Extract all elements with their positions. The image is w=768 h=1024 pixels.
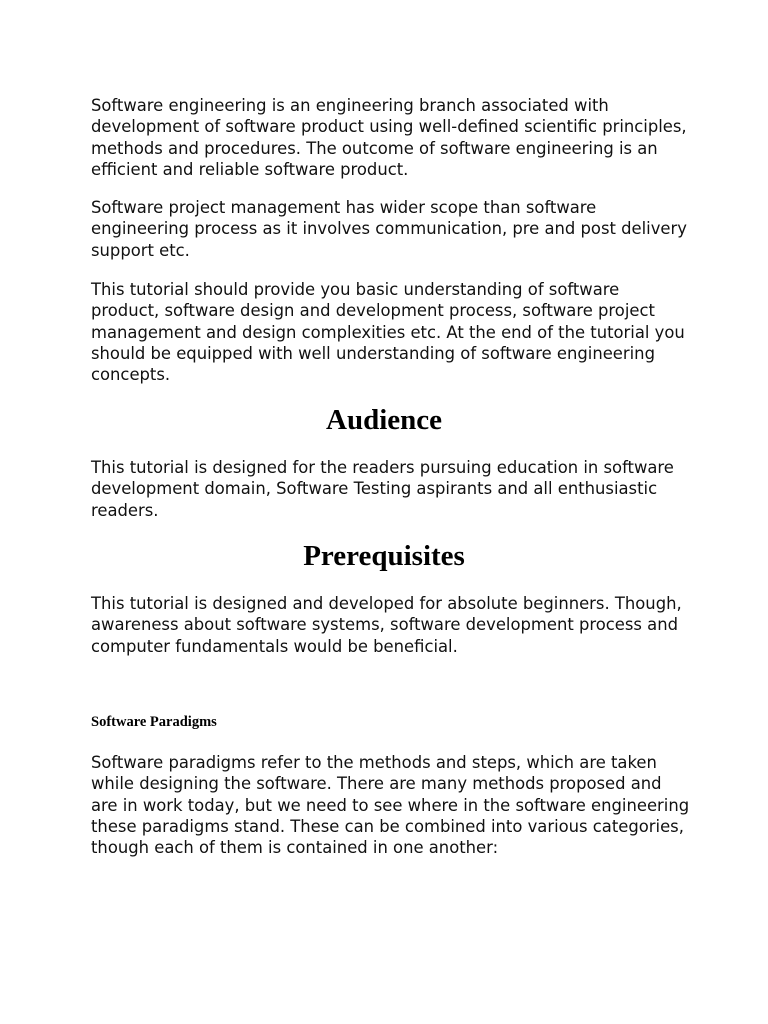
audience-heading: Audience bbox=[326, 404, 442, 436]
prerequisites-paragraph: This tutorial is designed and developed for absolute beginners. Though, awareness about software systems, software development process and computer fundamentals would be beneficial. bbox=[91, 594, 682, 656]
software-paradigms-paragraph: Software paradigms refer to the methods and steps, which are taken while designing the software. There are many methods proposed and are in work today, but we need to see where in the software engineering these paradigms stand. These can be combined into various categories, though each of them is contained in one another: bbox=[91, 753, 690, 858]
audience-paragraph: This tutorial is designed for the readers pursuing education in software development domain, Software Testing aspirants and all enthusiastic readers. bbox=[91, 458, 674, 520]
intro-paragraph-2: Software project management has wider scope than software engineering process as it involves communication, pre and post delivery support etc. bbox=[91, 198, 687, 260]
intro-paragraph-3: This tutorial should provide you basic understanding of software product, software design and development process, software project management and design complexities etc. At the end of the tutorial you should be equipped with well understanding of software engineering concepts. bbox=[91, 280, 685, 385]
intro-paragraph-1: Software engineering is an engineering branch associated with development of software product using well-defined scientific principles, methods and procedures. The outcome of software engineering is an efficient and reliable software product. bbox=[91, 96, 687, 179]
software-paradigms-heading: Software Paradigms bbox=[91, 714, 217, 730]
prerequisites-heading: Prerequisites bbox=[303, 540, 465, 572]
